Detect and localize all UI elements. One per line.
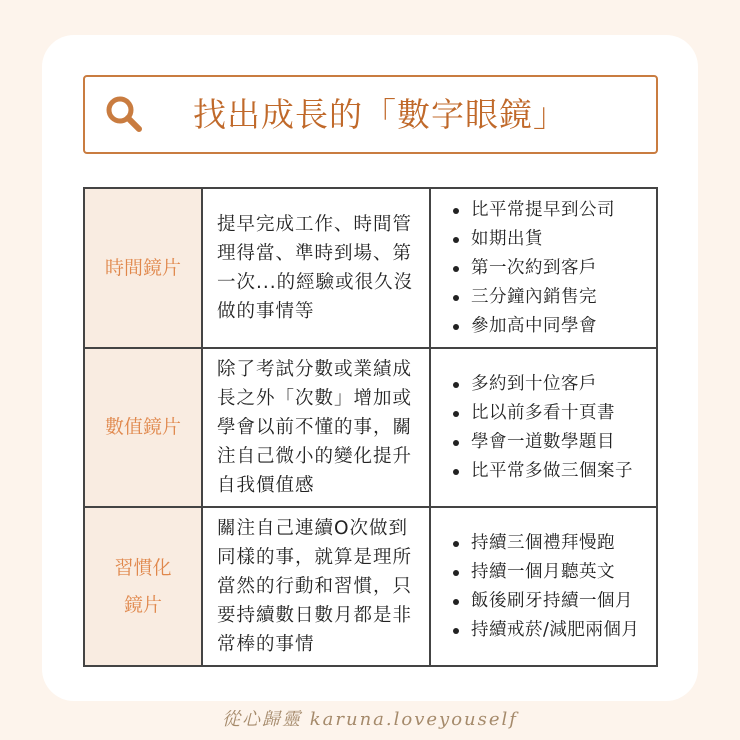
examples-list [449, 529, 650, 645]
footer-signature: 從心歸靈 karuna.loveyouself [222, 709, 518, 730]
list-item: 飯後刷牙持續一個月 [449, 587, 650, 616]
list-item: 持續戒菸/減肥兩個月 [449, 616, 650, 645]
list-item: 參加高中同學會 [449, 312, 650, 341]
examples-list [449, 196, 650, 341]
table-row [84, 507, 657, 666]
list-item: 學會一道數學題目 [449, 428, 650, 457]
lens-name-cell: 數值鏡片 [84, 348, 202, 507]
lens-description-cell: 提早完成工作、時間管理得當、準時到場、第一次...的經驗或很久沒做的事情等 [202, 188, 430, 348]
lens-examples-cell [430, 507, 657, 666]
list-item: 持續一個月聽英文 [449, 558, 650, 587]
examples-list [449, 370, 650, 486]
title-banner [83, 75, 658, 154]
lens-description-cell: 關注自己連續O次做到同樣的事，就算是理所當然的行動和習慣，只要持續數日數月都是非常棒的事情 [202, 507, 430, 666]
search-icon [103, 93, 147, 137]
list-item: 如期出貨 [449, 225, 650, 254]
list-item: 第一次約到客戶 [449, 254, 650, 283]
lens-examples-cell [430, 188, 657, 348]
table-row [84, 348, 657, 507]
list-item: 多約到十位客戶 [449, 370, 650, 399]
lens-name-line: 鏡片 [123, 593, 162, 616]
list-item: 比平常多做三個案子 [449, 457, 650, 486]
lens-examples-cell [430, 348, 657, 507]
lens-name-cell: 時間鏡片 [84, 188, 202, 348]
list-item: 三分鐘內銷售完 [449, 283, 650, 312]
lens-description-cell: 除了考試分數或業績成長之外「次數」增加或學會以前不懂的事，關注自己微小的變化提升自我價值感 [202, 348, 430, 507]
lens-name-cell [84, 507, 202, 666]
page-title: 找出成長的「數字眼鏡」 [193, 95, 567, 134]
lens-table [83, 187, 658, 667]
list-item: 持續三個禮拜慢跑 [449, 529, 650, 558]
list-item: 比以前多看十頁書 [449, 399, 650, 428]
list-item: 比平常提早到公司 [449, 196, 650, 225]
table-row [84, 188, 657, 348]
lens-name-line: 習慣化 [114, 556, 172, 579]
